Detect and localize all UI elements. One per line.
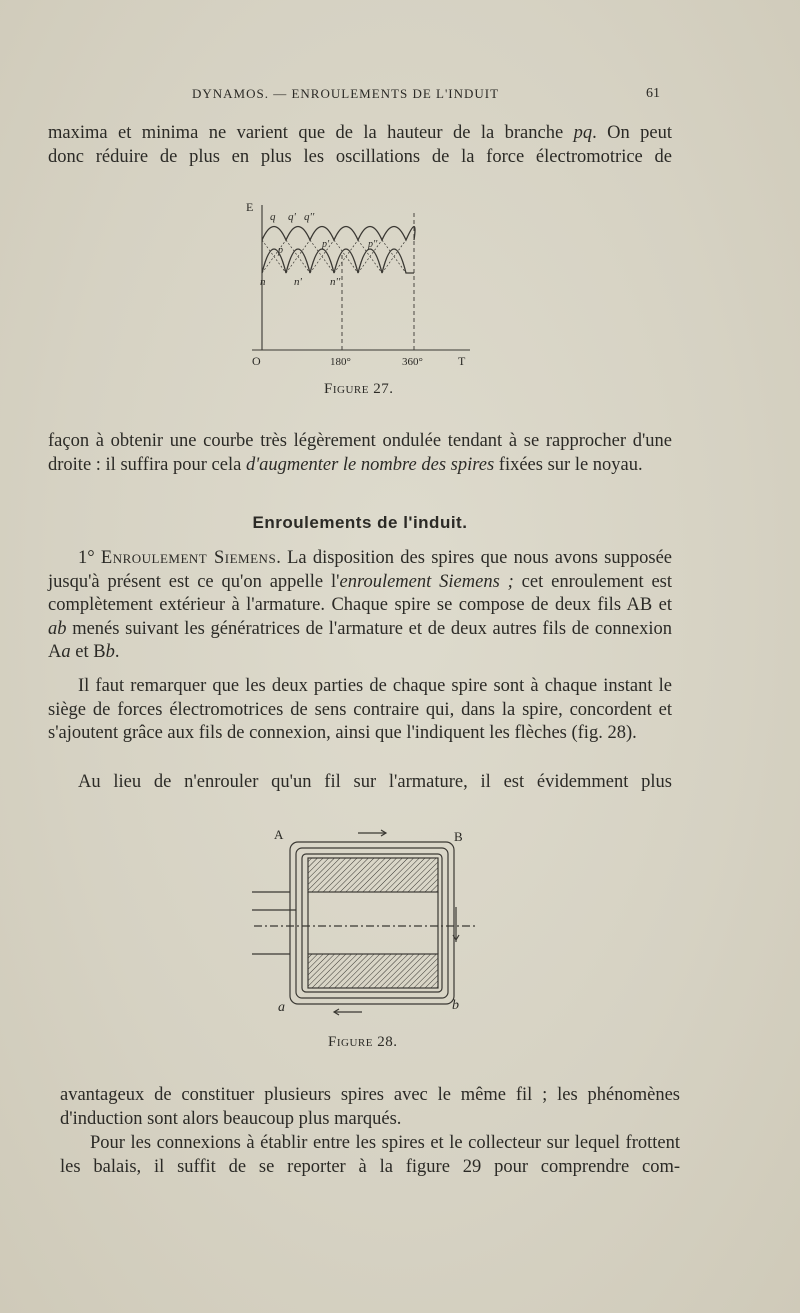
label-T: T xyxy=(458,354,466,368)
lower-curve xyxy=(262,249,414,273)
label-b: b xyxy=(452,998,459,1013)
upper-curve xyxy=(262,227,415,241)
svg-text:p: p xyxy=(278,245,283,256)
tick-360: 360° xyxy=(402,356,423,368)
svg-text:n'': n'' xyxy=(330,276,341,288)
tick-180: 180° xyxy=(330,356,351,368)
svg-text:p'': p'' xyxy=(368,239,378,250)
svg-text:n: n xyxy=(260,276,266,288)
figure-27 xyxy=(238,195,488,375)
page-number: 61 xyxy=(646,86,660,101)
symbol-pq: pq xyxy=(573,123,593,143)
figure-28 xyxy=(240,822,490,1022)
label-B: B xyxy=(454,829,463,844)
paragraph-7: Pour les connexions à établir entre les spires et le collecteur sur lequel frottent les balais, il suffit de se reporter à la figure 29 pour comprendre com- xyxy=(60,1133,680,1177)
paragraph-2: façon à obtenir une courbe très légèrement ondulée tendant à se rapprocher d'une droite : il suffira pour cela d'augmenter le nombre des spires fixées sur le noyau. xyxy=(48,431,672,475)
label-a: a xyxy=(278,1000,285,1015)
label-A: A xyxy=(274,827,284,842)
svg-text:q'': q'' xyxy=(304,211,315,223)
running-title: DYNAMOS. — ENROULEMENTS DE L'INDUIT xyxy=(192,86,500,101)
svg-text:q: q xyxy=(270,211,276,223)
paragraph-6: avantageux de constituer plusieurs spires avec le même fil ; les phénomènes d'induction sont alors beaucoup plus marqués. xyxy=(60,1085,680,1129)
label-E: E xyxy=(246,200,254,214)
svg-text:n': n' xyxy=(294,276,302,288)
label-O: O xyxy=(252,354,261,368)
svg-text:q': q' xyxy=(288,211,296,223)
intro-line-2: donc réduire de plus en plus les oscillations de la force électromotrice de xyxy=(48,147,672,167)
paragraph-5: Au lieu de n'enrouler qu'un fil sur l'armature, il est évidemment plus xyxy=(78,772,672,792)
svg-text:p': p' xyxy=(322,239,330,250)
paragraph-4: Il faut remarquer que les deux parties de chaque spire sont à chaque instant le siège de forces électromotrices de sens contraire qui, dans la spire, concordent et s'ajoutent grâce aux fils de connexion, ainsi que l'indiquent les flèches (fig. 28). xyxy=(48,676,672,743)
section-title: Enroulements de l'induit. xyxy=(252,513,468,532)
intro-line-1: maxima et minima ne varient que de la hauteur de la branche pq. On peut xyxy=(48,123,673,143)
figure-27-caption: Figure 27. xyxy=(324,381,394,397)
figure-28-caption: Figure 28. xyxy=(328,1034,398,1050)
paragraph-siemens: 1° Enroulement Siemens. La disposition des spires que nous avons supposée jusqu'à présent est ce qu'on appelle l'enroulement Siemens ; cet enroulement est complètement extérieur à l'armature. Chaque spire se compose de deux fils AB et ab menés suivant les génératrices de l'armature et de deux autres fils de connexion Aa et Bb. xyxy=(48,548,673,662)
